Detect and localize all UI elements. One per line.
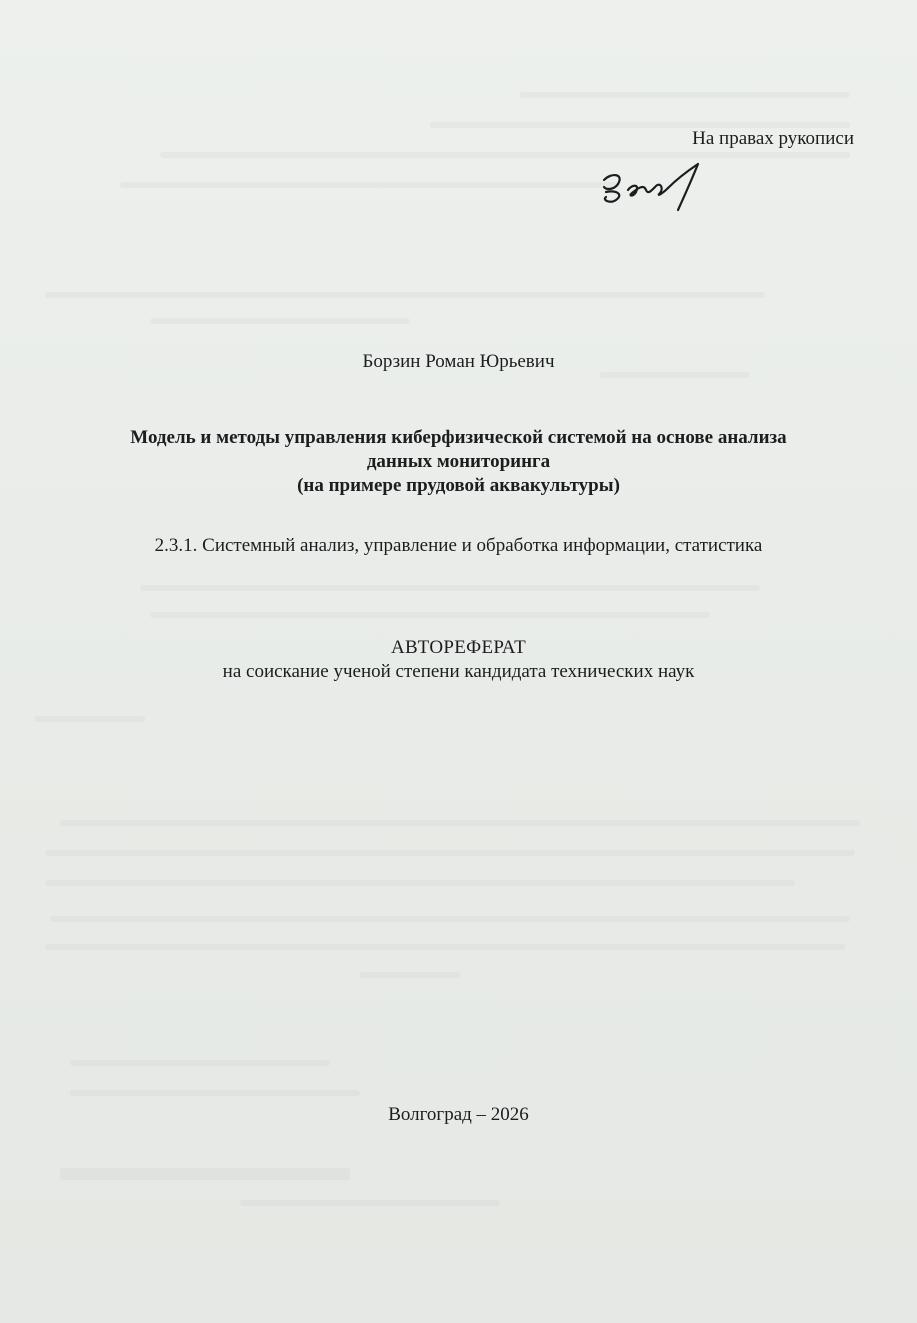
show-through-line [70, 1090, 360, 1096]
show-through-line [60, 1168, 350, 1180]
specialty-code: 2.3.1. Системный анализ, управление и обработка информации, статистика [154, 535, 763, 556]
author-name: Борзин Роман Юрьевич [362, 351, 555, 372]
document-type: АВТОРЕФЕРАТ [390, 637, 527, 658]
show-through-line [45, 292, 765, 298]
thesis-title-line: данных мониторинга [366, 451, 551, 473]
show-through-line [35, 716, 145, 722]
show-through-line [45, 944, 845, 950]
thesis-title-line: (на примере прудовой аквакультуры) [297, 475, 620, 497]
show-through-line [140, 585, 760, 591]
thesis-title-line: Модель и методы управления киберфизической системой на основе анализа [130, 427, 787, 448]
show-through-line [360, 972, 460, 978]
show-through-line [240, 1200, 500, 1206]
show-through-line [150, 318, 410, 324]
thesis-title [0, 426, 917, 498]
show-through-line [50, 916, 850, 922]
show-through-line [70, 1060, 330, 1066]
show-through-line [120, 182, 620, 188]
show-through-line [60, 820, 860, 826]
show-through-line [45, 880, 795, 886]
show-through-line [160, 152, 850, 158]
show-through-line [150, 612, 710, 618]
city-year: Волгоград – 2026 [388, 1104, 529, 1125]
degree-line: на соискание ученой степени кандидата технических наук [222, 661, 695, 682]
show-through-line [520, 92, 850, 98]
manuscript-rights-note: На правах рукописи [692, 128, 854, 149]
show-through-line [45, 850, 855, 856]
signature-icon [598, 160, 718, 220]
